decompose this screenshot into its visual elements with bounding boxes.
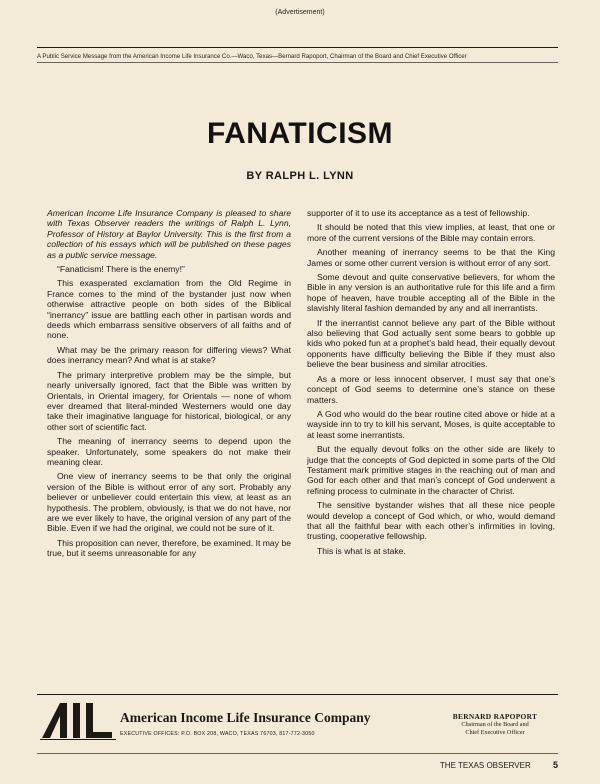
body-paragraph: Another meaning of inerrancy seems to be that the King James or some other current version is without error of any sort. — [307, 247, 555, 268]
body-paragraph: What may be the primary reason for differing views? What does inerrancy mean? And what is at stake? — [47, 344, 291, 366]
page-footer — [330, 760, 558, 770]
left-column — [47, 208, 291, 563]
right-column — [307, 208, 555, 560]
body-paragraph: supporter of it to use its acceptance as a test of fellowship. — [307, 208, 530, 218]
signer-name: BERNARD RAPOPORT — [452, 712, 538, 721]
body-paragraph: “Fanaticism! There is the enemy!” — [57, 264, 185, 275]
body-paragraph: But the equally devout folks on the other side are likely to judge that the concepts of God depicted in some parts of the Old Testament mark primitive stages in the reaching out of man and God for each other and that man’s concept of God underwent a refining process to culminate in the character of Christ. — [307, 444, 555, 496]
signature-block — [440, 712, 550, 737]
signer-title-line-2: Chief Executive Officer — [465, 729, 525, 736]
top-rule-thin — [37, 62, 558, 63]
page-number: 5 — [552, 760, 558, 770]
body-paragraph: The primary interpretive problem may be the simple, but nearly universally ignored, fact that the Bible was written by Orientals, in Oriental imagery, for Orientals — none of whom ever dreamed that literal-minded Westerners would one day take their imaginative language for historical, biological, or any other sort of scientific fact. — [47, 369, 291, 432]
body-paragraph: As a more or less innocent observer, I must say that one’s concept of God seems to determine one’s stance on these matters. — [307, 373, 555, 405]
company-name: American Income Life Insurance Company — [120, 710, 371, 725]
body-paragraph: It should be noted that this view implies, at least, that one or more of the current versions of the Bible may contain errors. — [307, 222, 555, 243]
executive-offices: EXECUTIVE OFFICES: P.O. BOX 208, WACO, TEXAS 76703, 817-772-3050 — [120, 731, 315, 737]
article-title: FANATICISM — [206, 117, 394, 150]
intro-paragraph: American Income Life Insurance Company is pleased to share with Texas Observer readers the writings of Ralph L. Lynn, Professor of History at Baylor University. This is the first from a collection of his essays which will be published on these pages as a public service message. — [47, 208, 291, 260]
body-paragraph: A God who would do the bear routine cited above or hide at a wayside inn to try to kill his servant, Moses, is quite acceptable to at least some inerrantists. — [307, 408, 555, 440]
body-paragraph: If the inerrantist cannot believe any part of the Bible without also believing that God actually sent some bears to gobble up kids who poked fun at a prophet’s bald head, their equally devout opponents have difficulty believing the Bible if they must also believe the bear business and similar atrocities. — [307, 317, 555, 370]
footer-rule — [37, 753, 558, 754]
body-paragraph: Some devout and quite conservative believers, for whom the Bible in any version is an authoritative rule for this life and a firm hope of heaven, have trouble accepting all of the Bible in the slavishly literal fashion demanded by any and all inerrantists. — [307, 272, 555, 314]
body-paragraph: One view of inerrancy seems to be that only the original version of the Bible is without error of any sort. Probably any believer or unbeliever could entertain this view, at least as an hypothesis. The problem, obviously, is that we do not have, nor are we ever likely to have, the original version of any part of the Bible. Even if we had the original, we could not be sure of it. — [47, 471, 291, 534]
bottom-rule — [37, 694, 558, 695]
body-paragraph: This proposition can never, therefore, be examined. It may be true, but it seems unreasonable for any — [47, 537, 291, 559]
top-rule — [37, 47, 558, 48]
publication-name: THE TEXAS OBSERVER — [439, 761, 531, 770]
body-paragraph: The sensitive bystander wishes that all these nice people would develop a concept of God which, or who, would demand that all the faithful bear with each other’s infirmities in loving, trusting, cooperative fellowship. — [307, 500, 555, 542]
advertisement-label: (Advertisement) — [275, 9, 325, 16]
article-byline: BY RALPH L. LYNN — [246, 170, 354, 182]
signer-title-line-1: Chairman of the Board and — [461, 721, 529, 728]
public-service-line: A Public Service Message from the American Income Life Insurance Co.—Waco, Texas—Bernard Rapoport, Chairman of the Board and Chief Executive Officer — [37, 53, 467, 60]
body-paragraph: This exasperated exclamation from the Old Regime in France comes to the mind of the bystander just now when otherwise attractive people on both sides of the Biblical “inerrancy” issue are battling each other in partisan words and deeds which embarrass sensitive observers of all faiths and of none. — [47, 278, 291, 341]
body-paragraph: The meaning of inerrancy seems to depend upon the speaker. Unfortunately, some speakers do not make their meaning clear. — [47, 436, 291, 467]
company-logo — [40, 700, 116, 740]
body-paragraph: This is what is at stake. — [317, 545, 406, 556]
